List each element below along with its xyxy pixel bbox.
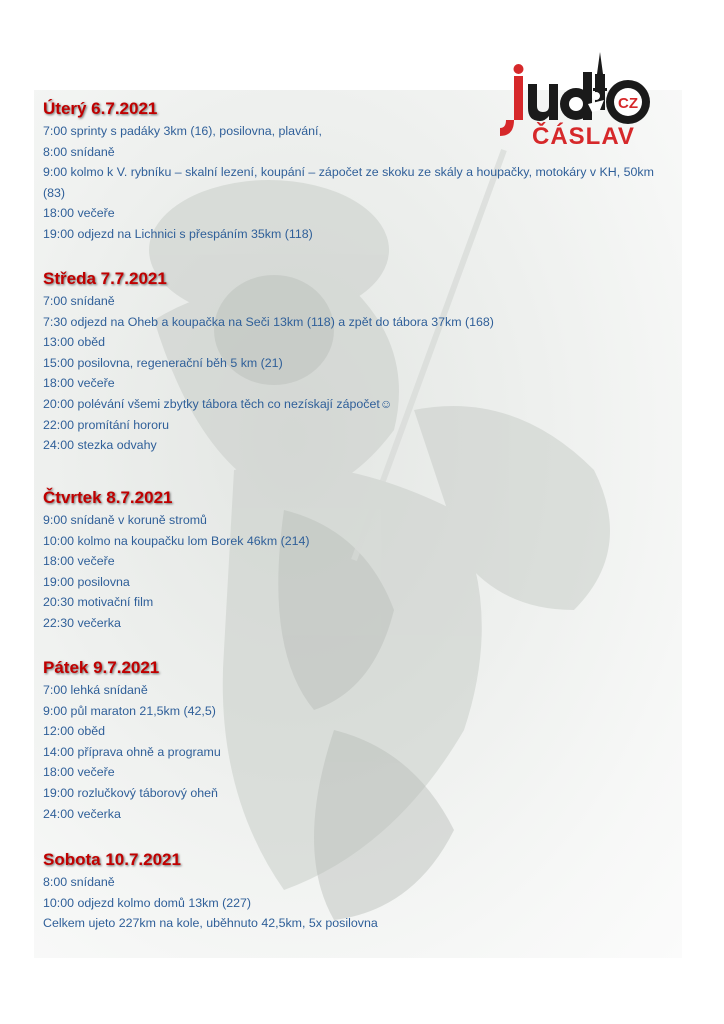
day-friday: [43, 656, 683, 824]
schedule-item: 8:00 snídaně: [43, 875, 115, 889]
schedule-item: 20:00 polévání všemi zbytky tábora těch co nezískají zápočet☺: [43, 396, 393, 411]
schedule-item: 9:00 snídaně v koruně stromů: [43, 513, 207, 527]
schedule-item: 24:00 večerka: [43, 806, 121, 821]
schedule-item: 7:00 snídaně: [43, 294, 115, 308]
schedule-item: 10:00 kolmo na koupačku lom Borek 46km (214): [43, 533, 310, 548]
day-thursday: [43, 486, 683, 634]
schedule-item: 14:00 příprava ohně a programu: [43, 744, 221, 759]
schedule-item: 9:00 půl maraton 21,5km (42,5): [43, 703, 216, 718]
schedule-item: 18:00 večeře: [43, 206, 115, 221]
schedule-item: 20:30 motivační film: [43, 595, 154, 610]
logo-city-text: ČÁSLAV: [532, 123, 635, 148]
schedule-item: 19:00 odjezd na Lichnici s přespáním 35km (118): [43, 226, 313, 241]
schedule-item: 13:00 oběd: [43, 335, 106, 350]
schedule-item: 22:30 večerka: [43, 615, 121, 630]
schedule-item: 18:00 večeře: [43, 376, 115, 391]
schedule-item: 12:00 oběd: [43, 724, 106, 739]
day-title: Pátek 9.7.2021: [43, 658, 160, 677]
schedule-item: 7:00 sprinty s padáky 3km (16), posilovna, plavání,: [43, 124, 322, 138]
day-wednesday: [43, 267, 683, 456]
schedule-item: 7:30 odjezd na Oheb a koupačka na Seči 13km (118) a zpět do tábora 37km (168): [43, 314, 494, 329]
schedule-item: 24:00 stezka odvahy: [43, 438, 157, 453]
schedule-item: 7:00 lehká snídaně: [43, 683, 148, 697]
schedule-item: 10:00 odjezd kolmo domů 13km (227): [43, 895, 252, 910]
day-tuesday: [43, 97, 683, 245]
schedule-item: 9:00 kolmo k V. rybníku – skalní lezení, koupání – zápočet ze skoku ze skály a houpačky, motokáry v KH, 50km (83): [43, 165, 654, 200]
schedule-item: 19:00 posilovna: [43, 574, 130, 589]
logo-country-text: CZ: [618, 95, 638, 112]
day-title: Čtvrtek 8.7.2021: [43, 488, 173, 507]
day-title: Sobota 10.7.2021: [43, 850, 181, 869]
schedule-item: 22:00 promítání hororu: [43, 417, 170, 432]
schedule-item: 19:00 rozlučkový táborový oheň: [43, 785, 218, 800]
day-saturday: [43, 848, 683, 934]
day-title: Středa 7.7.2021: [43, 269, 167, 288]
schedule-item: Celkem ujeto 227km na kole, uběhnuto 42,5km, 5x posilovna: [43, 916, 378, 931]
schedule-item: 8:00 snídaně: [43, 144, 115, 159]
schedule-item: 18:00 večeře: [43, 765, 115, 780]
schedule-item: 18:00 večeře: [43, 554, 115, 569]
schedule-item: 15:00 posilovna, regenerační běh 5 km (21): [43, 355, 283, 370]
day-title: Úterý 6.7.2021: [43, 99, 158, 118]
